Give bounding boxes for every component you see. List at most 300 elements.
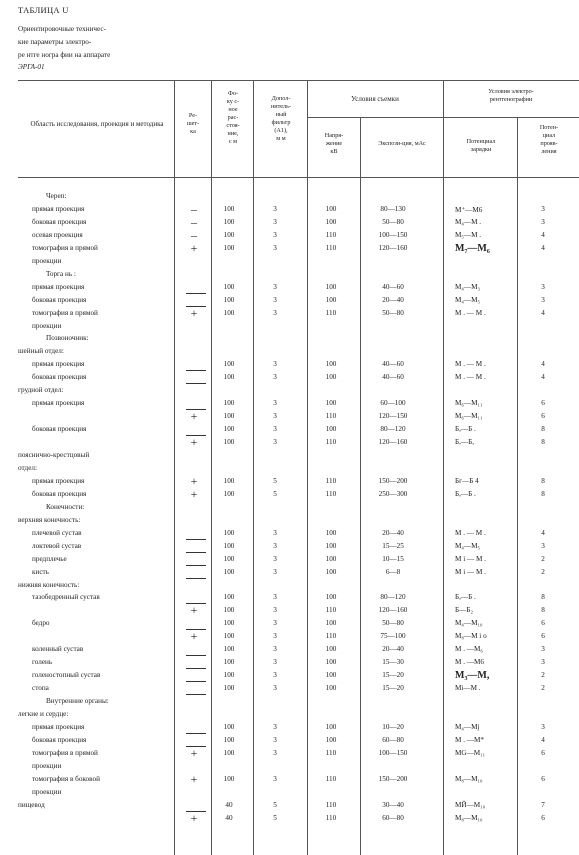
row-label: боковая проекция [32, 295, 87, 304]
develop-potential: 6 [541, 399, 545, 408]
header-filter: Допол- нитель- ный фильтр (А1), м м [270, 95, 292, 142]
develop-potential: 6 [541, 774, 545, 783]
row-label: Череп: [46, 192, 67, 200]
grid-none-mark [186, 694, 206, 695]
table-row [0, 810, 579, 826]
develop-potential: 2 [541, 554, 545, 563]
table-row [0, 296, 579, 308]
table-row [0, 425, 579, 437]
focal-distance: 100 [223, 204, 235, 213]
subheader-rule [307, 117, 443, 118]
caption-line: Ориентировочные техничес- [18, 25, 106, 33]
charge-potential: M₃—M, [455, 670, 490, 682]
develop-potential: 4 [541, 360, 545, 369]
grid-none-mark [186, 565, 206, 566]
exposure-value: 120—160 [378, 243, 408, 252]
table-row [0, 305, 579, 321]
header-electro: Условия электро- рентгенографии [488, 88, 534, 103]
focal-distance: 100 [223, 360, 235, 369]
filter-value: 3 [273, 735, 277, 744]
row-label: шейный отдел: [18, 347, 64, 356]
focal-distance: 100 [223, 593, 235, 602]
row-label: прямая проекция [32, 722, 85, 731]
charge-potential: Б,—Б . [455, 489, 476, 498]
exposure-value: 50—80 [382, 217, 404, 226]
exposure-value: 60—100 [380, 399, 406, 408]
row-label: проекции [32, 787, 62, 796]
table-row [0, 360, 579, 372]
focal-distance: 100 [223, 476, 235, 485]
focal-distance: 40 [225, 813, 233, 822]
filter-value: 3 [273, 373, 277, 382]
row-label: томография в прямой [32, 308, 98, 317]
subheader-rule-2 [443, 117, 579, 118]
filter-value: 3 [273, 217, 277, 226]
row-label: проекции [32, 761, 62, 770]
grid-mark: – [191, 214, 197, 229]
exposure-value: 15—20 [382, 684, 404, 693]
grid-mark: + [190, 305, 198, 320]
table-row [0, 473, 579, 489]
table-row [0, 736, 579, 748]
focal-distance: 100 [223, 399, 235, 408]
voltage-value: 100 [325, 360, 337, 369]
row-label: плечевой сустав [32, 528, 82, 537]
develop-potential: 3 [541, 217, 545, 226]
table-title: ТАБЛИЦА U [18, 5, 69, 15]
charge-potential: M i — M . [455, 554, 486, 563]
voltage-value: 110 [325, 438, 337, 447]
voltage-value: 100 [325, 373, 337, 382]
focal-distance: 100 [223, 425, 235, 434]
exposure-value: 60—80 [382, 813, 404, 822]
table-row [0, 270, 579, 282]
voltage-value: 110 [325, 243, 337, 252]
table-row [0, 801, 579, 813]
charge-potential: M₄—M₅ [455, 541, 480, 550]
develop-potential: 3 [541, 295, 545, 304]
exposure-value: 20—40 [382, 295, 404, 304]
charge-potential: M₇—M₆ [455, 242, 490, 254]
exposure-value: 75—100 [380, 632, 406, 641]
filter-value: 3 [273, 722, 277, 731]
filter-value: 3 [273, 658, 277, 667]
focal-distance: 100 [223, 230, 235, 239]
focal-distance: 100 [223, 373, 235, 382]
row-label: голень [32, 658, 53, 667]
charge-potential: M . —M* [455, 735, 484, 744]
grid-none-mark [186, 733, 206, 734]
charge-potential: M . — M . [455, 360, 486, 369]
row-label: голеностопный сустав [32, 671, 101, 680]
filter-value: 3 [273, 606, 277, 615]
develop-potential: 6 [541, 813, 545, 822]
table-row [0, 192, 579, 204]
grid-none-mark [186, 578, 206, 579]
focal-distance: 100 [223, 671, 235, 680]
filter-value: 3 [273, 399, 277, 408]
grid-none-mark [186, 383, 206, 384]
develop-potential: 8 [541, 593, 545, 602]
charge-potential: Б,—Б, [455, 438, 475, 447]
voltage-value: 100 [325, 528, 337, 537]
exposure-value: 120—150 [378, 412, 408, 421]
charge-potential: M . —M6 [455, 658, 484, 667]
develop-potential: 4 [541, 735, 545, 744]
row-label: проекции [32, 321, 62, 330]
voltage-value: 110 [325, 606, 337, 615]
row-label: Внутренние органы: [46, 697, 109, 706]
row-label: боковая проекция [32, 489, 87, 498]
develop-potential: 2 [541, 567, 545, 576]
charge-potential: M₆—M₁₁ [455, 412, 483, 421]
voltage-value: 110 [325, 632, 337, 641]
caption-line: ре нтге нoгра фии на аппарате [18, 51, 111, 59]
caption-line: ЭРГА-01 [18, 63, 45, 71]
charge-potential: Бг—Б 4 [455, 476, 479, 485]
filter-value: 3 [273, 243, 277, 252]
exposure-value: 100—150 [378, 748, 408, 757]
develop-potential: 8 [541, 606, 545, 615]
develop-potential: 3 [541, 722, 545, 731]
row-label: пищевод [18, 800, 45, 809]
focal-distance: 100 [223, 684, 235, 693]
table-row [0, 581, 579, 593]
focal-distance: 100 [223, 722, 235, 731]
filter-value: 5 [273, 476, 277, 485]
exposure-value: 10—20 [382, 722, 404, 731]
voltage-value: 100 [325, 593, 337, 602]
filter-value: 3 [273, 567, 277, 576]
table-row [0, 684, 579, 696]
filter-value: 3 [273, 425, 277, 434]
exposure-value: 6—8 [385, 567, 401, 576]
voltage-value: 110 [325, 476, 337, 485]
table-row [0, 529, 579, 541]
row-label: прямая проекция [32, 360, 85, 369]
voltage-value: 100 [325, 684, 337, 693]
grid-none-mark [186, 681, 206, 682]
grid-mark: + [190, 240, 198, 255]
develop-potential: 3 [541, 541, 545, 550]
table-row [0, 240, 579, 256]
develop-potential: 2 [541, 684, 545, 693]
row-label: проекции [32, 256, 62, 265]
row-label: томография в прямой [32, 243, 98, 252]
header-exposure: Экспози-ция, мАс [378, 140, 426, 147]
focal-distance: 100 [223, 412, 235, 421]
focal-distance: 40 [225, 800, 233, 809]
develop-potential: 6 [541, 619, 545, 628]
charge-potential: M₅—M . [455, 230, 482, 239]
table-row [0, 214, 579, 230]
exposure-value: 250—300 [378, 489, 408, 498]
grid-none-mark [186, 370, 206, 371]
voltage-value: 100 [325, 554, 337, 563]
filter-value: 3 [273, 295, 277, 304]
table-row [0, 503, 579, 515]
develop-potential: 3 [541, 658, 545, 667]
focal-distance: 100 [223, 735, 235, 744]
table-row [0, 658, 579, 670]
grid-none-mark [186, 655, 206, 656]
voltage-value: 100 [325, 204, 337, 213]
filter-value: 3 [273, 360, 277, 369]
filter-value: 3 [273, 645, 277, 654]
grid-none-mark [186, 552, 206, 553]
table-row [0, 671, 579, 683]
charge-potential: M₄—M . [455, 217, 482, 226]
table-row [0, 762, 579, 774]
focal-distance: 100 [223, 748, 235, 757]
focal-distance: 100 [223, 774, 235, 783]
charge-potential: M . —M₆ [455, 645, 483, 654]
focal-distance: 100 [223, 606, 235, 615]
charge-potential: M . — M . [455, 373, 486, 382]
develop-potential: 6 [541, 748, 545, 757]
table-row [0, 542, 579, 554]
voltage-value: 110 [325, 308, 337, 317]
row-label: боковая проекция [32, 217, 87, 226]
exposure-value: 80—120 [380, 425, 406, 434]
table-row [0, 771, 579, 787]
focal-distance: 100 [223, 645, 235, 654]
caption-line: кие параметры электро- [18, 38, 92, 46]
table-row [0, 486, 579, 502]
row-label: легкие и сердце: [18, 710, 69, 718]
exposure-value: 50—80 [382, 619, 404, 628]
develop-potential: 4 [541, 308, 545, 317]
exposure-value: 15—25 [382, 541, 404, 550]
develop-potential: 6 [541, 632, 545, 641]
develop-potential: 4 [541, 243, 545, 252]
header-shoot-conditions: Условия съемки [351, 95, 399, 103]
filter-value: 5 [273, 800, 277, 809]
row-label: прямая проекция [32, 476, 85, 485]
focal-distance: 100 [223, 632, 235, 641]
filter-value: 3 [273, 619, 277, 628]
charge-potential: M₄—M₃ [455, 282, 480, 291]
charge-potential: M₈—M₁₀ [455, 813, 483, 822]
grid-mark: + [190, 810, 198, 825]
develop-potential: 8 [541, 489, 545, 498]
table-row [0, 464, 579, 476]
table-row [0, 723, 579, 735]
develop-potential: 4 [541, 373, 545, 382]
table-row [0, 322, 579, 334]
table-row [0, 555, 579, 567]
row-label: кисть [32, 567, 49, 576]
table-row [0, 227, 579, 243]
filter-value: 3 [273, 593, 277, 602]
table-row [0, 568, 579, 580]
table-row [0, 603, 579, 618]
table-row [0, 201, 579, 217]
focal-distance: 100 [223, 619, 235, 628]
voltage-value: 100 [325, 399, 337, 408]
voltage-value: 110 [325, 813, 337, 822]
grid-mark: + [190, 409, 198, 424]
row-label: предплечье [32, 554, 67, 563]
develop-potential: 4 [541, 230, 545, 239]
voltage-value: 100 [325, 619, 337, 628]
header-voltage: Напря- жение кВ [324, 132, 344, 155]
develop-potential: 2 [541, 671, 545, 680]
exposure-value: 50—80 [382, 308, 404, 317]
exposure-value: 80—130 [380, 204, 406, 213]
row-label: локтевой сустав [32, 541, 82, 550]
header-develop: Потен- циал прояв- ления [539, 124, 559, 155]
develop-potential: 4 [541, 528, 545, 537]
header-area: Область исследования, проекция и методика [30, 120, 164, 128]
filter-value: 3 [273, 438, 277, 447]
exposure-value: 10—15 [382, 554, 404, 563]
exposure-value: 100—150 [378, 230, 408, 239]
filter-value: 3 [273, 554, 277, 563]
filter-value: 3 [273, 204, 277, 213]
charge-potential: M₆—M₁₁ [455, 399, 483, 408]
table-row [0, 619, 579, 631]
charge-potential: M₈—M i o [455, 632, 487, 641]
voltage-value: 110 [325, 748, 337, 757]
table-row [0, 435, 579, 450]
grid-none-mark [186, 539, 206, 540]
grid-mark: – [191, 201, 197, 216]
filter-value: 3 [273, 671, 277, 680]
filter-value: 5 [273, 489, 277, 498]
filter-value: 3 [273, 230, 277, 239]
grid-mark: + [190, 473, 198, 488]
voltage-value: 100 [325, 217, 337, 226]
grid-none-mark [186, 668, 206, 669]
charge-potential: M₄—Mj [455, 722, 480, 731]
voltage-value: 110 [325, 489, 337, 498]
exposure-value: 60—80 [382, 735, 404, 744]
charge-potential: MЙ—M₁₀ [455, 800, 486, 809]
filter-value: 3 [273, 774, 277, 783]
table-row [0, 629, 579, 644]
row-label: Конечности: [46, 502, 85, 511]
voltage-value: 100 [325, 735, 337, 744]
charge-potential: M⁺—M6 [455, 205, 483, 214]
row-label: осевая проекция [32, 230, 83, 239]
grid-mark: + [190, 629, 198, 644]
exposure-value: 40—60 [382, 360, 404, 369]
voltage-value: 100 [325, 671, 337, 680]
exposure-value: 120—160 [378, 438, 408, 447]
row-label: боковая проекция [32, 373, 87, 382]
voltage-value: 100 [325, 645, 337, 654]
table-row [0, 745, 579, 761]
develop-potential: 3 [541, 282, 545, 291]
focal-distance: 100 [223, 438, 235, 447]
table-row [0, 399, 579, 411]
table-row [0, 788, 579, 800]
header-bottom-rule [18, 177, 579, 178]
voltage-value: 100 [325, 722, 337, 731]
row-label: Позвоночник: [46, 334, 89, 343]
charge-potential: M i — M . [455, 567, 486, 576]
filter-value: 3 [273, 541, 277, 550]
voltage-value: 100 [325, 567, 337, 576]
voltage-value: 110 [325, 800, 337, 809]
filter-value: 3 [273, 412, 277, 421]
header-distance: Фо- ку с- ное рас- стоя- ние, с м [226, 90, 240, 145]
focal-distance: 100 [223, 308, 235, 317]
row-label: прямая проекция [32, 399, 85, 408]
voltage-value: 110 [325, 774, 337, 783]
voltage-value: 100 [325, 295, 337, 304]
grid-mark: + [190, 771, 198, 786]
focal-distance: 100 [223, 295, 235, 304]
row-label: боковая проекция [32, 425, 87, 434]
row-label: нижняя конечность: [18, 580, 80, 589]
table-row [0, 409, 579, 424]
develop-potential: 8 [541, 438, 545, 447]
voltage-value: 110 [325, 412, 337, 421]
charge-potential: Mi—M . [455, 684, 481, 693]
row-label: прямая проекция [32, 282, 85, 291]
focal-distance: 100 [223, 567, 235, 576]
exposure-value: 15—30 [382, 658, 404, 667]
row-label: отдел: [18, 463, 37, 472]
filter-value: 3 [273, 282, 277, 291]
focal-distance: 100 [223, 554, 235, 563]
filter-value: 3 [273, 308, 277, 317]
focal-distance: 100 [223, 243, 235, 252]
charge-potential: M₄—M₅ [455, 295, 480, 304]
focal-distance: 100 [223, 282, 235, 291]
header-top-rule [18, 80, 579, 81]
filter-value: 3 [273, 632, 277, 641]
table-row [0, 593, 579, 605]
row-label: стопа [32, 684, 49, 693]
grid-mark: + [190, 435, 198, 450]
exposure-value: 150—200 [378, 476, 408, 485]
grid-none-mark [186, 293, 206, 294]
row-label: боковая проекция [32, 735, 87, 744]
table-row [0, 334, 579, 346]
row-label: грудной отдел: [18, 386, 64, 395]
voltage-value: 100 [325, 425, 337, 434]
charge-potential: Б,—Б . [455, 593, 476, 602]
table-row [0, 697, 579, 709]
row-label: коленный сустав [32, 645, 84, 654]
row-label: верхняя конечность: [18, 515, 81, 524]
exposure-value: 20—40 [382, 528, 404, 537]
exposure-value: 120—160 [378, 606, 408, 615]
header-mode: Ре- шет- ка [186, 112, 200, 135]
row-label: пояснично-крестцовый [18, 451, 90, 459]
develop-potential: 8 [541, 476, 545, 485]
exposure-value: 20—40 [382, 645, 404, 654]
row-label: томография в боковой [32, 774, 100, 783]
header-potential: Потенциал зарядки [466, 138, 496, 153]
table-row [0, 283, 579, 295]
develop-potential: 3 [541, 204, 545, 213]
exposure-value: 150—200 [378, 774, 408, 783]
exposure-value: 40—60 [382, 282, 404, 291]
charge-potential: Б—Б₂ [455, 606, 473, 615]
row-label: прямая проекция [32, 204, 85, 213]
charge-potential: M . — M . [455, 308, 486, 317]
develop-potential: 7 [541, 800, 545, 809]
voltage-value: 100 [325, 282, 337, 291]
filter-value: 3 [273, 748, 277, 757]
filter-value: 3 [273, 528, 277, 537]
row-label: бедро [32, 619, 50, 628]
voltage-value: 110 [325, 230, 337, 239]
